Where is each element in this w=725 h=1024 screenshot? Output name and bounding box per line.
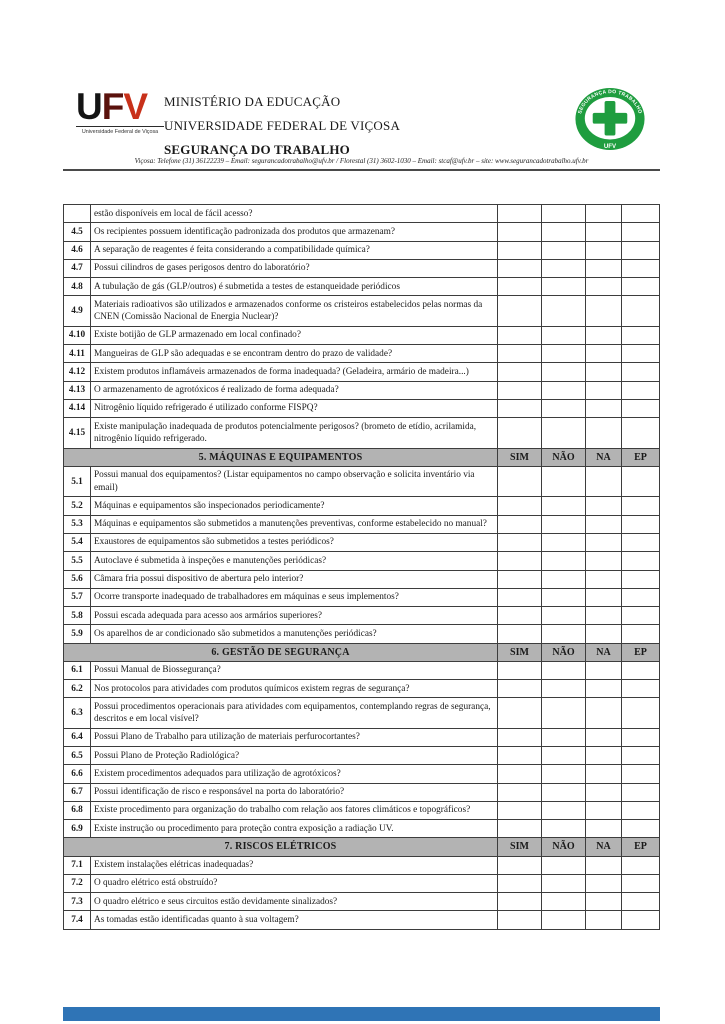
answer-cell-na[interactable]	[586, 680, 622, 698]
answer-cell-nao[interactable]	[542, 911, 586, 929]
item-number: 6.3	[64, 698, 91, 729]
answer-cell-nao[interactable]	[542, 783, 586, 801]
checklist-row	[64, 497, 660, 515]
item-question: Materiais radioativos são utilizados e armazenados conforme os cristeiros estabelecidos pelas normas da CNEN (Comissão Nacional de Energia Nuclear)?	[91, 296, 498, 327]
column-header-nao: NÃO	[542, 448, 586, 466]
answer-cell-sim[interactable]	[498, 801, 542, 819]
answer-cell-nao[interactable]	[542, 363, 586, 381]
answer-cell-ep[interactable]	[622, 259, 660, 277]
footer-bar	[63, 1007, 660, 1021]
item-question: Nitrogênio líquido refrigerado é utilizado conforme FISPQ?	[91, 399, 498, 417]
answer-cell-na[interactable]	[586, 570, 622, 588]
item-question: Existe manipulação inadequada de produtos potencialmente perigosos? (brometo de etídio, acrilamida, nitrogênio líquido refrigerado.	[91, 418, 498, 449]
answer-cell-na[interactable]	[586, 801, 622, 819]
answer-cell-nao[interactable]	[542, 399, 586, 417]
column-header-na: NA	[586, 838, 622, 856]
item-question: A tubulação de gás (GLP/outros) é submetida a testes de estanqueidade periódicos	[91, 278, 498, 296]
checklist-row	[64, 205, 660, 223]
checklist-row	[64, 680, 660, 698]
answer-cell-na[interactable]	[586, 241, 622, 259]
ufv-logo-letters: UFV	[76, 86, 148, 127]
answer-cell-sim[interactable]	[498, 223, 542, 241]
answer-cell-na[interactable]	[586, 533, 622, 551]
contact-line: Viçosa: Telefone (31) 36122239 – Email: segurancadotrabalho@ufv.br / Florestal (31) 3602-1030 – Email: stcaf@ufv.br – site: www.segurancadotrabalho.ufv.br	[134, 157, 589, 165]
item-question: Existe instrução ou procedimento para proteção contra exposição a radiação UV.	[91, 820, 498, 838]
answer-cell-sim[interactable]	[498, 418, 542, 449]
item-number: 5.2	[64, 497, 91, 515]
answer-cell-ep[interactable]	[622, 588, 660, 606]
answer-cell-nao[interactable]	[542, 680, 586, 698]
answer-cell-sim[interactable]	[498, 747, 542, 765]
checklist-row	[64, 418, 660, 449]
answer-cell-sim[interactable]	[498, 345, 542, 363]
ufv-logo	[76, 86, 164, 135]
answer-cell-nao[interactable]	[542, 552, 586, 570]
header-text-block	[164, 94, 400, 166]
item-number: 4.10	[64, 326, 91, 344]
answer-cell-na[interactable]	[586, 874, 622, 892]
answer-cell-na[interactable]	[586, 588, 622, 606]
column-header-sim: SIM	[498, 448, 542, 466]
answer-cell-ep[interactable]	[622, 205, 660, 223]
answer-cell-nao[interactable]	[542, 747, 586, 765]
answer-cell-sim[interactable]	[498, 680, 542, 698]
section-header-row	[64, 448, 660, 466]
checklist-row	[64, 296, 660, 327]
answer-cell-ep[interactable]	[622, 765, 660, 783]
section-title: 6. GESTÃO DE SEGURANÇA	[64, 643, 498, 661]
answer-cell-nao[interactable]	[542, 698, 586, 729]
item-question: Possui identificação de risco e responsável na porta do laboratório?	[91, 783, 498, 801]
answer-cell-na[interactable]	[586, 381, 622, 399]
answer-cell-nao[interactable]	[542, 765, 586, 783]
checklist-row	[64, 399, 660, 417]
item-number: 4.12	[64, 363, 91, 381]
answer-cell-na[interactable]	[586, 783, 622, 801]
item-number: 4.8	[64, 278, 91, 296]
checklist-row	[64, 570, 660, 588]
answer-cell-nao[interactable]	[542, 241, 586, 259]
answer-cell-ep[interactable]	[622, 533, 660, 551]
item-question: Autoclave é submetida à inspeções e manutenções periódicas?	[91, 552, 498, 570]
answer-cell-nao[interactable]	[542, 223, 586, 241]
answer-cell-na[interactable]	[586, 497, 622, 515]
checklist-row	[64, 661, 660, 679]
checklist-row	[64, 747, 660, 765]
item-number: 5.9	[64, 625, 91, 643]
answer-cell-sim[interactable]	[498, 205, 542, 223]
section-title: 7. RISCOS ELÉTRICOS	[64, 838, 498, 856]
item-number: 6.9	[64, 820, 91, 838]
answer-cell-na[interactable]	[586, 607, 622, 625]
answer-cell-ep[interactable]	[622, 381, 660, 399]
item-question: estão disponíveis em local de fácil acesso?	[91, 205, 498, 223]
answer-cell-na[interactable]	[586, 259, 622, 277]
item-question: O quadro elétrico e seus circuitos estão devidamente sinalizados?	[91, 893, 498, 911]
answer-cell-ep[interactable]	[622, 466, 660, 497]
item-number: 5.5	[64, 552, 91, 570]
answer-cell-na[interactable]	[586, 698, 622, 729]
item-number: 7.3	[64, 893, 91, 911]
answer-cell-ep[interactable]	[622, 399, 660, 417]
item-question: Os recipientes possuem identificação padronizada dos produtos que armazenam?	[91, 223, 498, 241]
item-question: Possui cilindros de gases perigosos dentro do laboratório?	[91, 259, 498, 277]
item-number: 5.8	[64, 607, 91, 625]
section-title: 5. MÁQUINAS E EQUIPAMENTOS	[64, 448, 498, 466]
item-question: Máquinas e equipamentos são submetidos a manutenções preventivas, conforme estabelecido no manual?	[91, 515, 498, 533]
answer-cell-nao[interactable]	[542, 533, 586, 551]
item-question: Ocorre transporte inadequado de trabalhadores em máquinas e seus implementos?	[91, 588, 498, 606]
column-header-sim: SIM	[498, 643, 542, 661]
answer-cell-nao[interactable]	[542, 296, 586, 327]
answer-cell-ep[interactable]	[622, 625, 660, 643]
answer-cell-ep[interactable]	[622, 820, 660, 838]
answer-cell-sim[interactable]	[498, 698, 542, 729]
answer-cell-sim[interactable]	[498, 399, 542, 417]
answer-cell-na[interactable]	[586, 363, 622, 381]
answer-cell-ep[interactable]	[622, 278, 660, 296]
answer-cell-nao[interactable]	[542, 418, 586, 449]
item-number: 4.14	[64, 399, 91, 417]
item-question: O quadro elétrico está obstruído?	[91, 874, 498, 892]
checklist-row	[64, 552, 660, 570]
item-number: 4.15	[64, 418, 91, 449]
answer-cell-ep[interactable]	[622, 497, 660, 515]
university-line: UNIVERSIDADE FEDERAL DE VIÇOSA	[164, 118, 401, 133]
item-number: 6.4	[64, 728, 91, 746]
answer-cell-nao[interactable]	[542, 625, 586, 643]
item-question: Possui escada adequada para acesso aos armários superiores?	[91, 607, 498, 625]
answer-cell-ep[interactable]	[622, 363, 660, 381]
checklist-row	[64, 625, 660, 643]
answer-cell-ep[interactable]	[622, 680, 660, 698]
item-number: 6.6	[64, 765, 91, 783]
item-number: 6.7	[64, 783, 91, 801]
item-number: 6.2	[64, 680, 91, 698]
answer-cell-sim[interactable]	[498, 625, 542, 643]
item-question: O armazenamento de agrotóxicos é realizado de forma adequada?	[91, 381, 498, 399]
checklist-row	[64, 241, 660, 259]
column-header-ep: EP	[622, 643, 660, 661]
answer-cell-na[interactable]	[586, 223, 622, 241]
item-number: 7.4	[64, 911, 91, 929]
checklist-row	[64, 345, 660, 363]
item-number: 5.7	[64, 588, 91, 606]
checklist-row	[64, 893, 660, 911]
answer-cell-nao[interactable]	[542, 661, 586, 679]
answer-cell-na[interactable]	[586, 296, 622, 327]
item-number: 5.4	[64, 533, 91, 551]
item-number: 5.3	[64, 515, 91, 533]
cross-horizontal	[593, 113, 628, 124]
item-question: Possui Plano de Trabalho para utilização de materiais perfurocortantes?	[91, 728, 498, 746]
answer-cell-na[interactable]	[586, 911, 622, 929]
answer-cell-sim[interactable]	[498, 381, 542, 399]
answer-cell-na[interactable]	[586, 418, 622, 449]
answer-cell-sim[interactable]	[498, 259, 542, 277]
ministry-line: MINISTÉRIO DA EDUCAÇÃO	[164, 94, 341, 109]
answer-cell-na[interactable]	[586, 278, 622, 296]
item-number: 6.1	[64, 661, 91, 679]
answer-cell-ep[interactable]	[622, 223, 660, 241]
item-question: Nos protocolos para atividades com produtos químicos existem regras de segurança?	[91, 680, 498, 698]
answer-cell-nao[interactable]	[542, 259, 586, 277]
checklist-row	[64, 278, 660, 296]
answer-cell-sim[interactable]	[498, 874, 542, 892]
answer-cell-ep[interactable]	[622, 801, 660, 819]
answer-cell-sim[interactable]	[498, 661, 542, 679]
badge-top-text: SEGURANÇA DO TRABALHO	[577, 89, 643, 115]
answer-cell-sim[interactable]	[498, 533, 542, 551]
answer-cell-sim[interactable]	[498, 515, 542, 533]
answer-cell-sim[interactable]	[498, 728, 542, 746]
answer-cell-ep[interactable]	[622, 728, 660, 746]
answer-cell-ep[interactable]	[622, 345, 660, 363]
answer-cell-sim[interactable]	[498, 783, 542, 801]
answer-cell-nao[interactable]	[542, 801, 586, 819]
answer-cell-ep[interactable]	[622, 418, 660, 449]
answer-cell-nao[interactable]	[542, 497, 586, 515]
checklist-table	[63, 204, 660, 930]
answer-cell-nao[interactable]	[542, 588, 586, 606]
item-question: Existe botijão de GLP armazenado em local confinado?	[91, 326, 498, 344]
answer-cell-na[interactable]	[586, 399, 622, 417]
item-question: As tomadas estão identificadas quanto à sua voltagem?	[91, 911, 498, 929]
checklist-row	[64, 515, 660, 533]
answer-cell-na[interactable]	[586, 345, 622, 363]
checklist-row	[64, 856, 660, 874]
answer-cell-ep[interactable]	[622, 698, 660, 729]
checklist-row	[64, 588, 660, 606]
answer-cell-ep[interactable]	[622, 747, 660, 765]
item-question: Existem procedimentos adequados para utilização de agrotóxicos?	[91, 765, 498, 783]
answer-cell-na[interactable]	[586, 893, 622, 911]
answer-cell-ep[interactable]	[622, 607, 660, 625]
checklist-row	[64, 801, 660, 819]
answer-cell-na[interactable]	[586, 466, 622, 497]
answer-cell-sim[interactable]	[498, 765, 542, 783]
answer-cell-sim[interactable]	[498, 326, 542, 344]
answer-cell-nao[interactable]	[542, 515, 586, 533]
item-number: 4.6	[64, 241, 91, 259]
answer-cell-na[interactable]	[586, 728, 622, 746]
item-question: Os aparelhos de ar condicionado são submetidos a manutenções periódicas?	[91, 625, 498, 643]
answer-cell-sim[interactable]	[498, 497, 542, 515]
checklist-row	[64, 607, 660, 625]
item-number: 5.6	[64, 570, 91, 588]
column-header-nao: NÃO	[542, 643, 586, 661]
answer-cell-ep[interactable]	[622, 570, 660, 588]
item-number: 4.13	[64, 381, 91, 399]
answer-cell-sim[interactable]	[498, 296, 542, 327]
checklist-row	[64, 874, 660, 892]
column-header-sim: SIM	[498, 838, 542, 856]
checklist-row	[64, 765, 660, 783]
item-number: 5.1	[64, 466, 91, 497]
item-question: Máquinas e equipamentos são inspecionados periodicamente?	[91, 497, 498, 515]
answer-cell-ep[interactable]	[622, 661, 660, 679]
answer-cell-sim[interactable]	[498, 278, 542, 296]
checklist-row	[64, 223, 660, 241]
answer-cell-sim[interactable]	[498, 911, 542, 929]
answer-cell-na[interactable]	[586, 205, 622, 223]
item-question: A separação de reagentes é feita considerando a compatibilidade química?	[91, 241, 498, 259]
answer-cell-na[interactable]	[586, 625, 622, 643]
checklist-body	[64, 205, 660, 930]
item-question: Mangueiras de GLP são adequadas e se encontram dentro do prazo de validade?	[91, 345, 498, 363]
answer-cell-na[interactable]	[586, 765, 622, 783]
item-question: Existe procedimento para organização do trabalho com relação aos fatores climáticos e topográficos?	[91, 801, 498, 819]
header-divider	[63, 169, 660, 171]
item-number: 4.7	[64, 259, 91, 277]
safety-badge-icon	[574, 85, 646, 158]
answer-cell-sim[interactable]	[498, 820, 542, 838]
answer-cell-na[interactable]	[586, 820, 622, 838]
answer-cell-na[interactable]	[586, 661, 622, 679]
answer-cell-ep[interactable]	[622, 893, 660, 911]
answer-cell-na[interactable]	[586, 515, 622, 533]
checklist-row	[64, 911, 660, 929]
answer-cell-sim[interactable]	[498, 607, 542, 625]
checklist-row	[64, 698, 660, 729]
checklist-row	[64, 533, 660, 551]
answer-cell-nao[interactable]	[542, 820, 586, 838]
answer-cell-nao[interactable]	[542, 345, 586, 363]
answer-cell-sim[interactable]	[498, 570, 542, 588]
answer-cell-ep[interactable]	[622, 911, 660, 929]
answer-cell-na[interactable]	[586, 747, 622, 765]
answer-cell-nao[interactable]	[542, 205, 586, 223]
column-header-na: NA	[586, 643, 622, 661]
column-header-nao: NÃO	[542, 838, 586, 856]
item-number: 6.5	[64, 747, 91, 765]
item-number: 6.8	[64, 801, 91, 819]
answer-cell-nao[interactable]	[542, 893, 586, 911]
answer-cell-nao[interactable]	[542, 466, 586, 497]
checklist-row	[64, 783, 660, 801]
checklist-row	[64, 381, 660, 399]
answer-cell-ep[interactable]	[622, 515, 660, 533]
answer-cell-sim[interactable]	[498, 893, 542, 911]
answer-cell-nao[interactable]	[542, 326, 586, 344]
answer-cell-nao[interactable]	[542, 728, 586, 746]
column-header-na: NA	[586, 448, 622, 466]
answer-cell-sim[interactable]	[498, 241, 542, 259]
column-header-ep: EP	[622, 448, 660, 466]
checklist-row	[64, 326, 660, 344]
answer-cell-nao[interactable]	[542, 278, 586, 296]
answer-cell-sim[interactable]	[498, 856, 542, 874]
answer-cell-nao[interactable]	[542, 570, 586, 588]
ufv-logo-caption: Universidade Federal de Viçosa	[76, 126, 164, 135]
answer-cell-ep[interactable]	[622, 856, 660, 874]
section-header-row	[64, 643, 660, 661]
answer-cell-nao[interactable]	[542, 874, 586, 892]
answer-cell-na[interactable]	[586, 856, 622, 874]
item-question: Possui procedimentos operacionais para atividades com equipamentos, contemplando regras de segurança, descritos e em local visível?	[91, 698, 498, 729]
department-line: SEGURANÇA DO TRABALHO	[164, 142, 350, 157]
item-question: Câmara fria possui dispositivo de abertura pelo interior?	[91, 570, 498, 588]
answer-cell-sim[interactable]	[498, 552, 542, 570]
checklist-row	[64, 466, 660, 497]
answer-cell-nao[interactable]	[542, 856, 586, 874]
answer-cell-nao[interactable]	[542, 381, 586, 399]
item-question: Possui Manual de Biossegurança?	[91, 661, 498, 679]
answer-cell-ep[interactable]	[622, 783, 660, 801]
item-number	[64, 205, 91, 223]
badge-bottom-text: UFV	[603, 142, 617, 150]
item-question: Exaustores de equipamentos são submetidos a testes periódicos?	[91, 533, 498, 551]
answer-cell-ep[interactable]	[622, 296, 660, 327]
checklist-row	[64, 820, 660, 838]
answer-cell-ep[interactable]	[622, 241, 660, 259]
section-header-row	[64, 838, 660, 856]
answer-cell-sim[interactable]	[498, 466, 542, 497]
item-question: Existem instalações elétricas inadequadas?	[91, 856, 498, 874]
item-question: Existem produtos inflamáveis armazenados de forma inadequada? (Geladeira, armário de madeira...)	[91, 363, 498, 381]
item-question: Possui Plano de Proteção Radiológica?	[91, 747, 498, 765]
answer-cell-ep[interactable]	[622, 874, 660, 892]
answer-cell-ep[interactable]	[622, 326, 660, 344]
item-number: 7.2	[64, 874, 91, 892]
checklist-row	[64, 259, 660, 277]
answer-cell-sim[interactable]	[498, 588, 542, 606]
checklist-row	[64, 728, 660, 746]
item-question: Possui manual dos equipamentos? (Listar equipamentos no campo observação e solicita inventário via email)	[91, 466, 498, 497]
answer-cell-ep[interactable]	[622, 552, 660, 570]
answer-cell-sim[interactable]	[498, 363, 542, 381]
item-number: 7.1	[64, 856, 91, 874]
checklist-row	[64, 363, 660, 381]
answer-cell-na[interactable]	[586, 326, 622, 344]
item-number: 4.9	[64, 296, 91, 327]
item-number: 4.11	[64, 345, 91, 363]
answer-cell-nao[interactable]	[542, 607, 586, 625]
answer-cell-na[interactable]	[586, 552, 622, 570]
item-number: 4.5	[64, 223, 91, 241]
column-header-ep: EP	[622, 838, 660, 856]
